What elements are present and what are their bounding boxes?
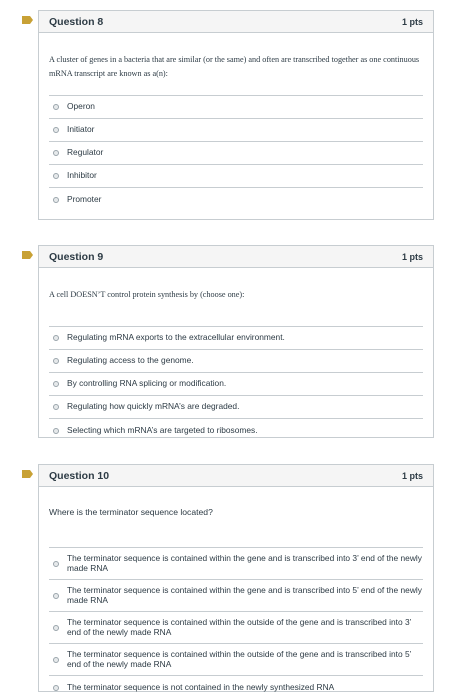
answer-label[interactable]: Initiator <box>67 124 95 135</box>
question-text: A cluster of genes in a bacteria that are similar (or the same) and often are transcribed together as one continuous mRNA transcript are known as a(n): <box>49 55 420 78</box>
radio-unselected-icon[interactable] <box>53 150 59 156</box>
answer-option[interactable] <box>49 142 423 165</box>
radio-unselected-icon[interactable] <box>53 428 59 434</box>
question-points: 1 pts <box>401 251 423 262</box>
answer-label[interactable]: Regulating how quickly mRNA’s are degraded. <box>67 401 240 412</box>
question-header <box>39 11 433 33</box>
answer-option[interactable] <box>49 350 423 373</box>
flag-icon[interactable] <box>22 470 33 478</box>
answer-label[interactable]: The terminator sequence is contained within the gene and is transcribed into 5’ end of the newly made RNA <box>67 585 422 605</box>
answer-option[interactable] <box>49 612 423 644</box>
question-points: 1 pts <box>401 16 423 27</box>
answer-label[interactable]: By controlling RNA splicing or modification. <box>67 378 227 389</box>
answer-label[interactable]: The terminator sequence is not contained in the newly synthesized RNA <box>67 682 335 693</box>
answer-option[interactable] <box>49 644 423 676</box>
question-text: A cell DOESN’T control protein synthesis by (choose one): <box>49 290 245 299</box>
answer-option[interactable] <box>49 676 423 700</box>
answer-list <box>49 547 423 700</box>
answer-label[interactable]: Regulating access to the genome. <box>67 355 194 366</box>
answer-label[interactable]: Regulating mRNA exports to the extracellular environment. <box>67 332 285 343</box>
question-title: Question 10 <box>49 469 110 482</box>
radio-unselected-icon[interactable] <box>53 197 59 203</box>
answer-option[interactable] <box>49 580 423 612</box>
answer-label[interactable]: Operon <box>67 101 95 112</box>
answer-option[interactable] <box>49 188 423 211</box>
radio-unselected-icon[interactable] <box>53 657 59 663</box>
answer-label[interactable]: The terminator sequence is contained within the outside of the gene and is transcribed into 3’ end of the newly made RNA <box>67 617 412 637</box>
answer-list <box>49 326 423 442</box>
radio-unselected-icon[interactable] <box>53 335 59 341</box>
answer-option[interactable] <box>49 396 423 419</box>
question-title: Question 9 <box>49 250 104 263</box>
radio-unselected-icon[interactable] <box>53 593 59 599</box>
answer-label[interactable]: Promoter <box>67 193 102 204</box>
radio-unselected-icon[interactable] <box>53 173 59 179</box>
question-header <box>39 246 433 268</box>
answer-option[interactable] <box>49 373 423 396</box>
answer-label[interactable]: Selecting which mRNA’s are targeted to ribosomes. <box>67 424 258 435</box>
answer-option[interactable] <box>49 165 423 188</box>
question-points: 1 pts <box>401 470 423 481</box>
radio-unselected-icon[interactable] <box>53 358 59 364</box>
radio-unselected-icon[interactable] <box>53 561 59 567</box>
answer-option[interactable] <box>49 119 423 142</box>
radio-unselected-icon[interactable] <box>53 127 59 133</box>
question-header <box>39 465 433 487</box>
answer-option[interactable] <box>49 419 423 442</box>
radio-unselected-icon[interactable] <box>53 685 59 691</box>
radio-unselected-icon[interactable] <box>53 104 59 110</box>
answer-label[interactable]: The terminator sequence is contained within the outside of the gene and is transcribed into 5’ end of the newly made RNA <box>67 649 412 669</box>
radio-unselected-icon[interactable] <box>53 381 59 387</box>
answer-label[interactable]: Inhibitor <box>67 170 97 181</box>
question-title: Question 8 <box>49 15 104 28</box>
question-8 <box>38 10 434 220</box>
answer-list <box>49 95 423 211</box>
flag-icon[interactable] <box>22 16 33 24</box>
radio-unselected-icon[interactable] <box>53 625 59 631</box>
answer-option[interactable] <box>49 327 423 350</box>
radio-unselected-icon[interactable] <box>53 404 59 410</box>
flag-icon[interactable] <box>22 251 33 259</box>
answer-label[interactable]: Regulator <box>67 147 104 158</box>
answer-option[interactable] <box>49 96 423 119</box>
question-9 <box>38 245 434 438</box>
answer-label[interactable]: The terminator sequence is contained within the gene and is transcribed into 3’ end of the newly made RNA <box>67 553 422 573</box>
question-10 <box>38 464 434 692</box>
question-text: Where is the terminator sequence located? <box>49 507 213 517</box>
answer-option[interactable] <box>49 548 423 580</box>
